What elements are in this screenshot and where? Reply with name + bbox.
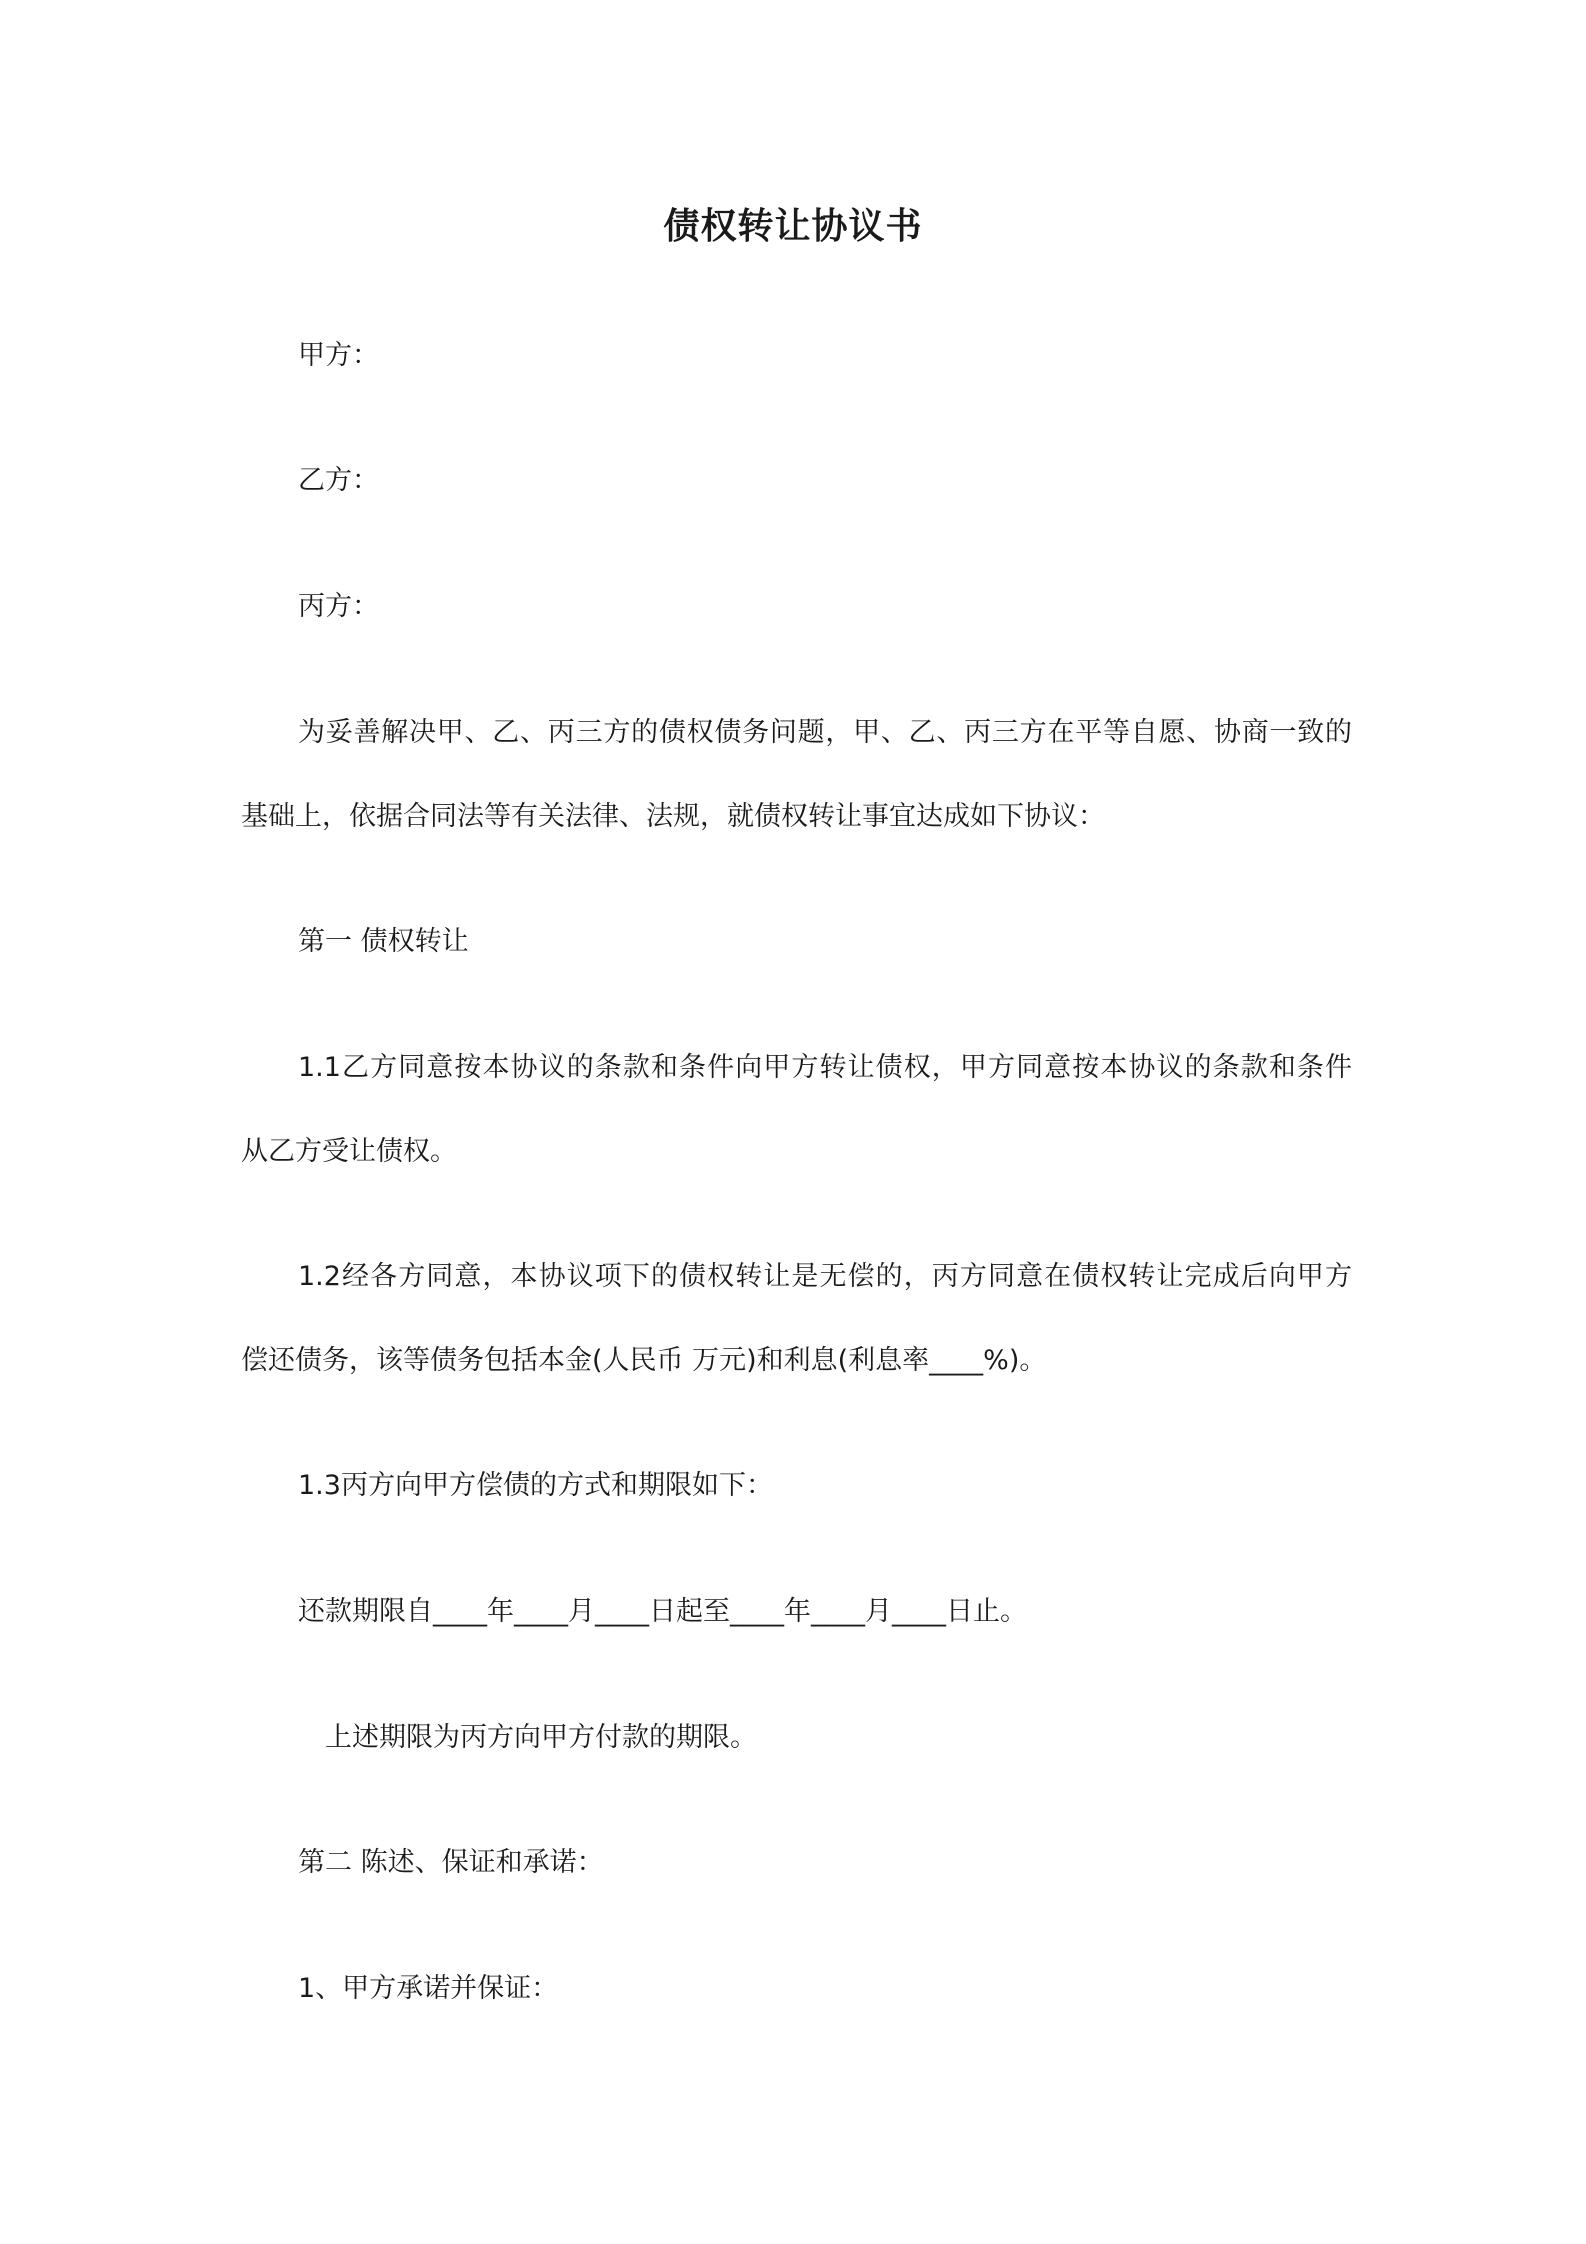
clause-1-1-line-1: 1.1乙方同意按本协议的条款和条件向甲方转让债权，甲方同意按本协议的条款和条件 xyxy=(298,1052,1352,1083)
clause-1-1-line-2: 从乙方受让债权。 xyxy=(241,1136,457,1167)
period-note: 上述期限为丙方向甲方付款的期限。 xyxy=(325,1722,757,1753)
clause-1-2-line-2: 偿还债务，该等债务包括本金(人民币 万元)和利息(利息率____%)。 xyxy=(241,1345,1047,1376)
item-1: 1、甲方承诺并保证： xyxy=(298,1973,559,2004)
preamble-line-2: 基础上，依据合同法等有关法律、法规，就债权转让事宜达成如下协议： xyxy=(241,801,1105,832)
party-c-label: 丙方： xyxy=(298,591,379,622)
party-a-label: 甲方： xyxy=(298,340,379,371)
section-1-heading: 第一 债权转让 xyxy=(298,926,469,957)
repayment-period: 还款期限自____年____月____日起至____年____月____日止。 xyxy=(298,1596,1027,1627)
party-b-label: 乙方： xyxy=(298,465,379,496)
section-2-heading: 第二 陈述、保证和承诺： xyxy=(298,1847,604,1878)
document-title: 债权转让协议书 xyxy=(663,206,923,247)
preamble-line-1: 为妥善解决甲、乙、丙三方的债权债务问题，甲、乙、丙三方在平等自愿、协商一致的 xyxy=(298,717,1352,748)
clause-1-3: 1.3丙方向甲方偿债的方式和期限如下： xyxy=(298,1470,773,1501)
clause-1-2-line-1: 1.2经各方同意，本协议项下的债权转让是无偿的，丙方同意在债权转让完成后向甲方 xyxy=(298,1261,1352,1292)
